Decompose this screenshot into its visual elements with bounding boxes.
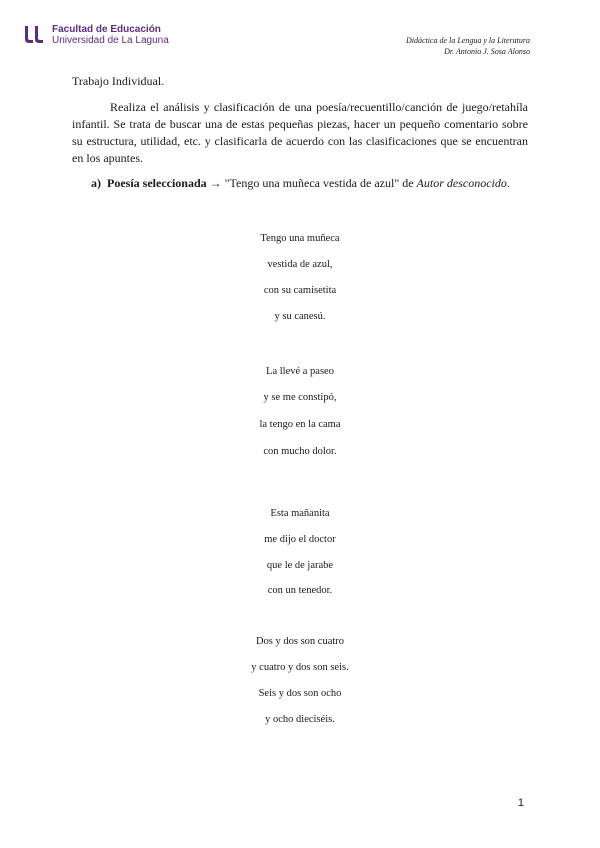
logo-university-name: Universidad de La Laguna — [52, 35, 169, 46]
selected-poem-item — [91, 176, 510, 191]
poem-author: Autor desconocido — [416, 176, 507, 190]
course-name: Didáctica de la Lengua y la Literatura — [406, 36, 530, 45]
poem-line: con un tenedor. — [267, 585, 333, 596]
item-marker: a) — [91, 176, 101, 190]
poem-title: "Tengo una muñeca vestida de azul" — [224, 176, 400, 190]
poem-line: y cuatro y dos son seis. — [251, 662, 349, 673]
instructions-paragraph: Realiza el análisis y clasificación de una poesía/recuentillo/canción de juego/retahíla infantil. Se trata de buscar una de estas pequeñas piezas, hacer un pequeño comentario sobre su estructura, utilidad, etc. y clasificarla de acuerdo con las clasificaciones que se encuentran en los apuntes. — [72, 100, 528, 165]
poem-line: me dijo el doctor — [264, 534, 336, 545]
author-connector: de — [402, 176, 414, 190]
poem-line: vestida de azul, — [267, 259, 333, 270]
poem-line: Seis y dos son ocho — [258, 688, 342, 699]
page-title: Trabajo Individual. — [72, 74, 165, 88]
poem-line: y ocho dieciséis. — [265, 714, 335, 725]
poem-line: Dos y dos son cuatro — [255, 636, 345, 647]
ull-logo-icon — [22, 24, 46, 44]
poem-line: y se me constipó, — [263, 392, 337, 403]
poem-line: con mucho dolor. — [263, 446, 337, 457]
poem-line: que le de jarabe — [266, 560, 334, 571]
arrow-glyph: → — [209, 176, 222, 190]
poem-line: La llevé a paseo — [266, 366, 334, 377]
item-label: Poesía seleccionada — [107, 176, 207, 190]
poem-line: y su canesú. — [274, 311, 326, 322]
logo-faculty-name: Facultad de Educación — [52, 24, 161, 35]
poem-line: con su camisetita — [263, 285, 337, 296]
page-number: 1 — [517, 797, 524, 809]
poem-line: la tengo en la cama — [259, 419, 341, 430]
poem-line: Esta mañanita — [270, 508, 330, 519]
document-header — [406, 35, 530, 57]
faculty-logo — [22, 24, 169, 46]
poem-line: Tengo una muñeca — [260, 233, 340, 244]
professor-name: Dr. Antonio J. Sosa Alonso — [444, 47, 530, 56]
item-end: . — [506, 176, 510, 190]
